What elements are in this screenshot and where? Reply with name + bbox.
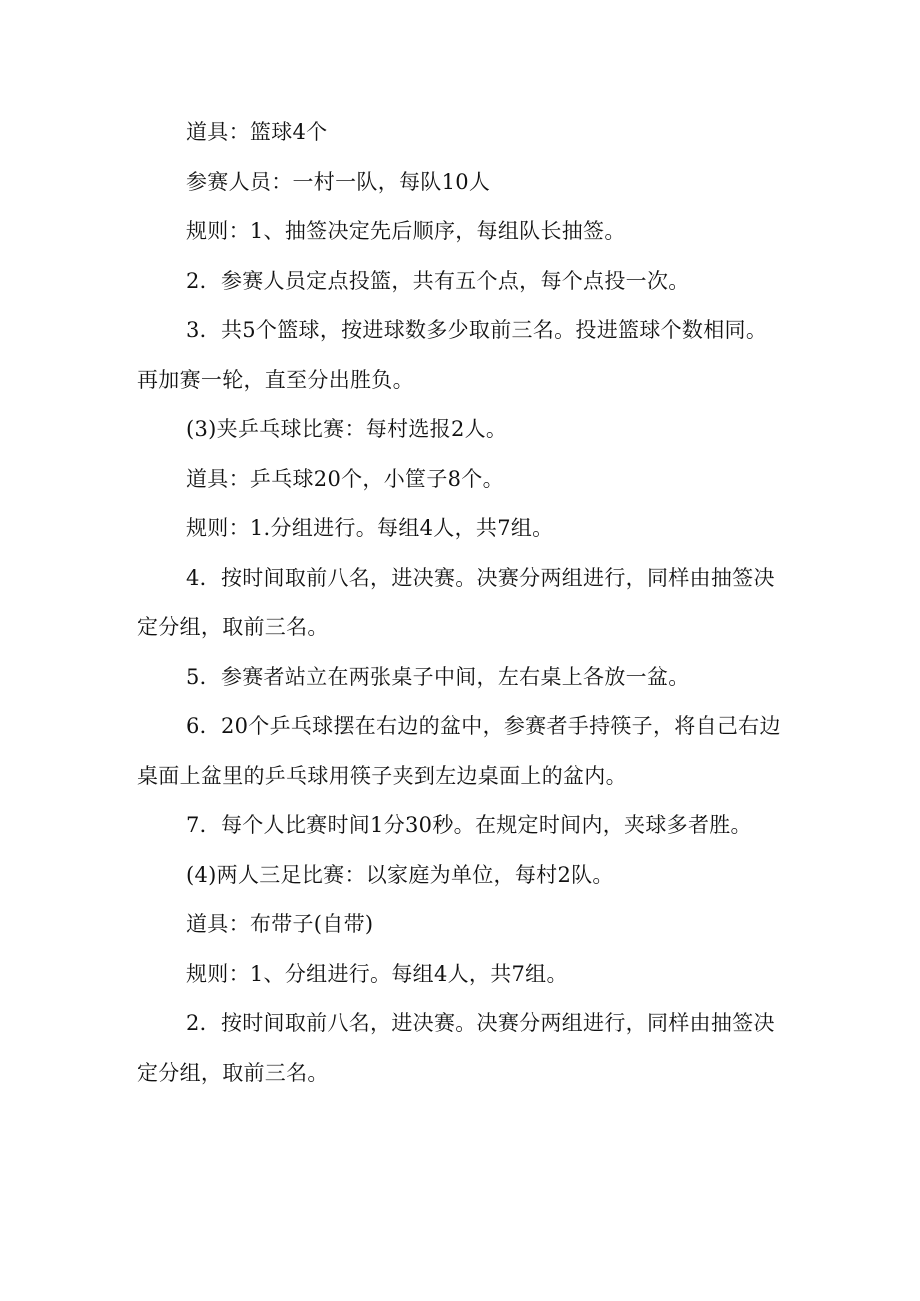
paragraph-equipment-cloth: 道具：布带子(自带) [186, 912, 374, 936]
paragraph-rule-1-groups-2: 规则：1、分组进行。每组4人，共7组。 [186, 961, 568, 986]
paragraph-rule-4-finals: 4．按时间取前八名，进决赛。决赛分两组进行，同样由抽签决定分组，取前三名。 [137, 565, 775, 639]
paragraph-rule-2-shooting: 2．参赛人员定点投篮，共有五个点，每个点投一次。 [186, 268, 690, 293]
paragraph-rule-6-chopsticks: 6．20个乒乓球摆在右边的盆中，参赛者手持筷子，将自己右边桌面上盆里的乒乓球用筷子夹到左边桌面上的盆内。 [137, 714, 781, 788]
paragraph-three-legged-title: (4)两人三足比赛：以家庭为单位，每村2队。 [186, 862, 614, 887]
paragraph-rule-3-ranking: 3．共5个篮球，按进球数多少取前三名。投进篮球个数相同。再加赛一轮，直至分出胜负。 [137, 318, 768, 392]
paragraph-rule-5-tables: 5．参赛者站立在两张桌子中间，左右桌上各放一盆。 [186, 664, 690, 689]
paragraph-equipment-pingpong: 道具：乒乓球20个，小筐子8个。 [186, 466, 504, 491]
paragraph-pingpong-title: (3)夹乒乓球比赛：每村选报2人。 [186, 417, 508, 441]
paragraph-participants: 参赛人员：一村一队，每队10人 [186, 169, 491, 194]
paragraph-rule-1-draw: 规则：1、抽签决定先后顺序，每组队长抽签。 [186, 219, 626, 243]
paragraph-rule-7-time: 7．每个人比赛时间1分30秒。在规定时间内，夹球多者胜。 [186, 813, 752, 837]
paragraph-rule-1-groups: 规则：1.分组进行。每组4人，共7组。 [186, 516, 554, 540]
document-body [137, 108, 787, 1098]
paragraph-rule-2-finals: 2．按时间取前八名，进决赛。决赛分两组进行，同样由抽签决定分组，取前三名。 [137, 1011, 775, 1085]
paragraph-equipment-basketball: 道具：篮球4个 [186, 120, 328, 144]
